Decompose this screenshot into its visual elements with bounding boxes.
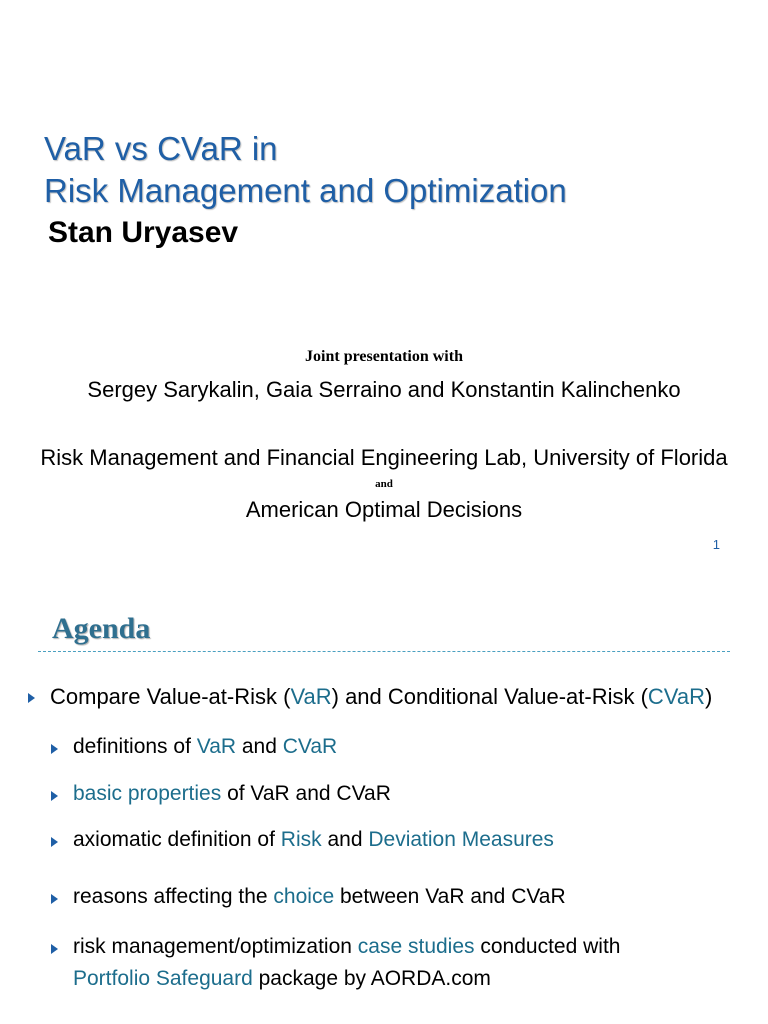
bullet-text: ) and Conditional Value-at-Risk ( [331, 684, 648, 709]
bullet-arrow-icon [51, 744, 58, 754]
agenda-sub-reasons [73, 885, 566, 909]
presentation-title [44, 128, 567, 212]
bullet-arrow-icon [28, 693, 35, 703]
highlight-var: VaR [290, 684, 332, 709]
bullet-text: conducted with [474, 935, 621, 958]
bullet-text: between VaR and CVaR [334, 885, 566, 908]
agenda-sub-definitions [73, 735, 337, 759]
agenda-bullet-compare [50, 684, 712, 710]
agenda-sub-axiomatic [73, 828, 554, 852]
agenda-slide [0, 512, 768, 1024]
bullet-text: package by AORDA.com [252, 967, 491, 990]
title-divider [38, 651, 730, 652]
bullet-text: reasons affecting the [73, 885, 274, 908]
highlight-var: VaR [196, 735, 237, 758]
bullet-arrow-icon [51, 791, 58, 801]
coauthor-names: Sergey Sarykalin, Gaia Serraino and Konstantin Kalinchenko [87, 377, 681, 402]
joint-presentation-label: Joint presentation with [305, 348, 463, 365]
agenda-sub-case-studies-continued [73, 967, 491, 991]
company-affiliation: American Optimal Decisions [245, 497, 523, 522]
page-number: 1 [712, 537, 720, 552]
highlight-cvar: CVaR [282, 735, 338, 758]
title-line-2: Risk Management and Optimization [44, 172, 567, 209]
highlight-risk: Risk [280, 828, 322, 851]
bullet-text: ) [704, 684, 713, 709]
agenda-title: Agenda [52, 612, 151, 645]
highlight-choice: choice [273, 885, 335, 908]
title-line-1: VaR vs CVaR in [44, 130, 278, 167]
bullet-text: and [236, 735, 283, 758]
bullet-arrow-icon [51, 894, 58, 904]
bullet-arrow-icon [51, 837, 58, 847]
lab-affiliation: Risk Management and Financial Engineering Lab, University of Florida [40, 445, 728, 470]
and-label: and [375, 478, 393, 490]
bullet-text: risk management/optimization [73, 935, 358, 958]
bullet-arrow-icon [51, 944, 58, 954]
bullet-text: Compare Value-at-Risk ( [50, 684, 291, 709]
agenda-sub-properties [73, 782, 391, 806]
highlight-basic-properties: basic properties [73, 782, 222, 805]
highlight-portfolio-safeguard: Portfolio Safeguard [73, 967, 253, 990]
highlight-deviation-measures: Deviation Measures [368, 828, 554, 851]
bullet-text: and [321, 828, 369, 851]
highlight-case-studies: case studies [357, 935, 475, 958]
bullet-text: axiomatic definition of [73, 828, 281, 851]
agenda-sub-case-studies [73, 935, 620, 959]
author-name: Stan Uryasev [48, 216, 239, 249]
bullet-text: of VaR and CVaR [221, 782, 391, 805]
bullet-text: definitions of [73, 735, 197, 758]
highlight-cvar: CVaR [647, 684, 705, 709]
